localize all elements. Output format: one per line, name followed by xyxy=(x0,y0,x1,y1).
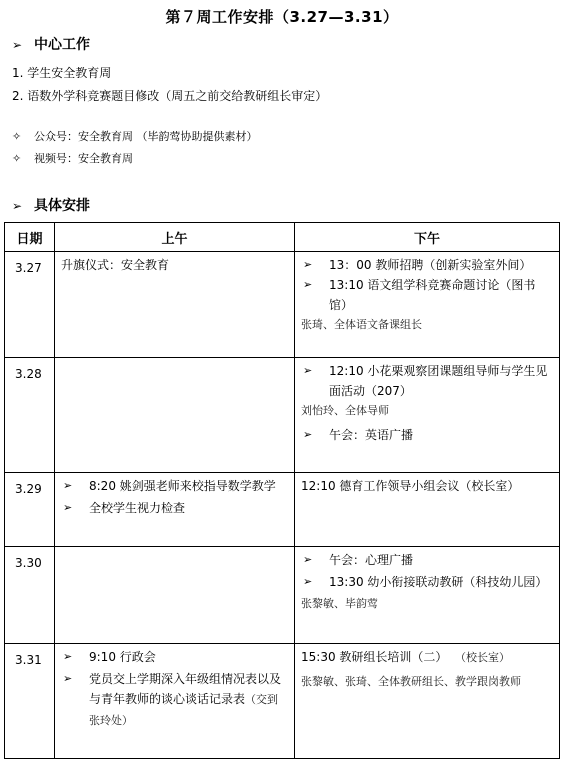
table-row xyxy=(5,644,560,759)
diamond-bullet-icon: ✧ xyxy=(12,152,22,165)
arrow-bullet-icon: ➢ xyxy=(12,199,23,213)
afternoon-cell xyxy=(295,358,559,448)
morning-cell xyxy=(55,473,294,521)
section-center-work xyxy=(12,34,90,54)
table-row xyxy=(5,547,560,644)
arrow-bullet-icon: ➢ xyxy=(303,553,313,566)
table-row xyxy=(5,252,560,358)
date-cell: 3.31 xyxy=(15,653,42,667)
arrow-bullet-icon: ➢ xyxy=(63,672,73,685)
date-cell: 3.30 xyxy=(15,556,42,570)
page-title: 第７周工作安排（3.27—3.31） xyxy=(165,8,399,26)
arrow-bullet-icon: ➢ xyxy=(12,38,23,52)
participants-note: 刘怡玲、全体导师 xyxy=(301,404,389,417)
location-note: （校长室） xyxy=(455,651,511,664)
list-item: ➢ 8:20 姚剑强老师来校指导数学教学 xyxy=(61,476,288,496)
arrow-bullet-icon: ➢ xyxy=(303,278,313,291)
list-item: 2. 语数外学科竞赛题目修改（周五之前交给教研组长审定） xyxy=(12,89,328,103)
media-text: 视频号：安全教育周 xyxy=(34,152,133,165)
arrow-bullet-icon: ➢ xyxy=(63,650,73,663)
morning-cell xyxy=(55,644,294,734)
schedule-table xyxy=(4,222,560,759)
table-row xyxy=(5,358,560,473)
table-row xyxy=(5,473,560,547)
arrow-bullet-icon: ➢ xyxy=(303,428,313,441)
afternoon-cell xyxy=(295,547,559,617)
participants-note: 张琦、全体语文备课组长 xyxy=(301,318,422,331)
list-item: ➢ 13:30 幼小衔接联动教研（科技幼儿园） xyxy=(301,572,553,592)
participants-note: 张黎敏、张琦、全体教研组长、教学跟岗教师 xyxy=(301,675,521,688)
afternoon-cell xyxy=(295,252,559,338)
list-item: ➢ 9:10 行政会 xyxy=(61,647,288,667)
diamond-bullet-icon: ✧ xyxy=(12,130,22,143)
list-item: ➢ 午会：英语广播 xyxy=(301,425,553,445)
list-item: 1. 学生安全教育周 xyxy=(12,66,112,80)
list-item: ➢ 全校学生视力检查 xyxy=(61,498,288,518)
morning-cell: 升旗仪式：安全教育 xyxy=(61,258,170,272)
column-header-morning: 上午 xyxy=(55,223,295,252)
section-heading: 具体安排 xyxy=(34,198,90,214)
column-header-date: 日期 xyxy=(5,223,55,252)
arrow-bullet-icon: ➢ xyxy=(303,575,313,588)
afternoon-event: 15:30 教研组长培训（二） （校长室） xyxy=(301,650,511,664)
list-item: ➢ 12:10 小花栗观察团课题组导师与学生见面活动（207） xyxy=(301,361,553,401)
date-cell: 3.27 xyxy=(15,261,42,275)
arrow-bullet-icon: ➢ xyxy=(303,258,313,271)
date-cell: 3.29 xyxy=(15,482,42,496)
list-item: ➢ 党员交上学期深入年级组情况表以及与青年教师的谈心谈话记录表（交到张玲处） xyxy=(61,669,288,731)
afternoon-cell: 12:10 德育工作领导小组会议（校长室） xyxy=(301,479,520,493)
arrow-bullet-icon: ➢ xyxy=(63,479,73,492)
section-heading: 中心工作 xyxy=(34,37,90,53)
arrow-bullet-icon: ➢ xyxy=(63,501,73,514)
section-schedule xyxy=(12,195,90,215)
arrow-bullet-icon: ➢ xyxy=(303,364,313,377)
submission-note: （交到张玲处） xyxy=(89,693,279,727)
afternoon-cell xyxy=(295,644,559,695)
table-header-row xyxy=(5,223,560,252)
list-item: ➢ 午会：心理广播 xyxy=(301,550,553,570)
morning-cell-empty xyxy=(55,547,295,644)
column-header-afternoon: 下午 xyxy=(295,223,560,252)
list-item: ➢ 13：00 教师招聘（创新实验室外间） xyxy=(301,255,553,275)
media-text: 公众号：安全教育周 （毕韵莺协助提供素材） xyxy=(34,130,258,143)
date-cell: 3.28 xyxy=(15,367,42,381)
media-item-video xyxy=(12,150,133,166)
list-item: ➢ 13:10 语文组学科竞赛命题讨论（图书馆） xyxy=(301,275,553,315)
media-item-wechat xyxy=(12,128,258,144)
participants-note: 张黎敏、毕韵莺 xyxy=(301,597,378,610)
morning-cell-empty xyxy=(55,358,295,473)
